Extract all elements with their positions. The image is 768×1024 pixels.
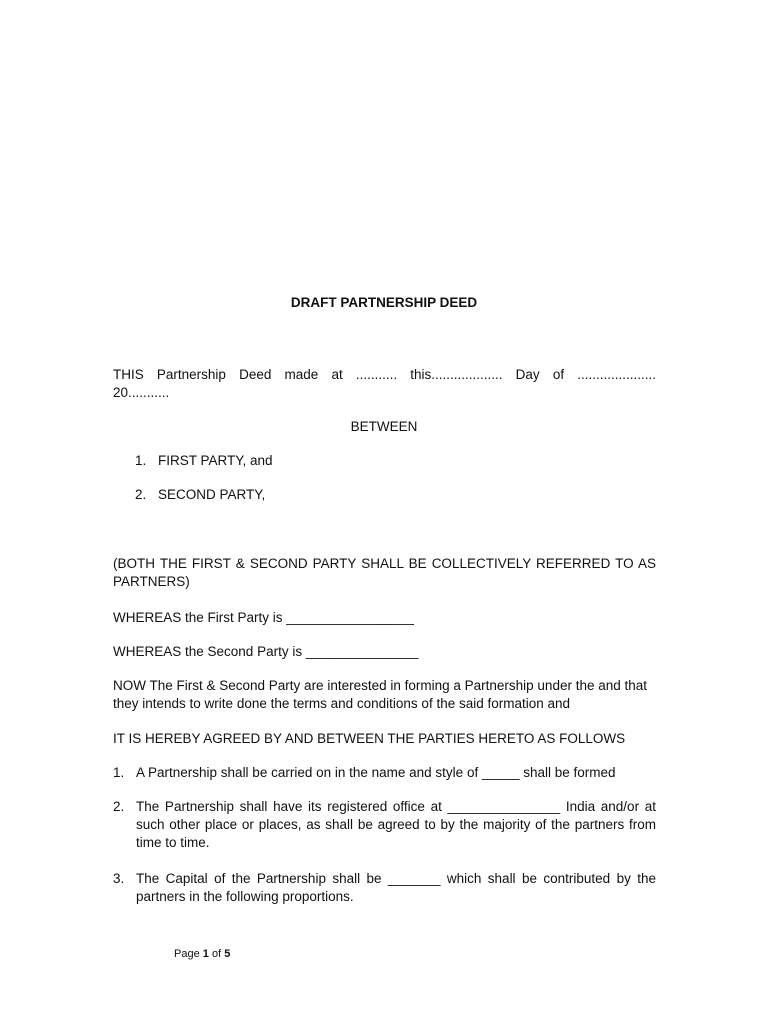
intro-word: Day — [515, 367, 540, 382]
page-label: Page — [174, 948, 200, 960]
clause-text: The Capital of the Partnership shall be _______ which shall be contributed by the partners in the following proportions. — [136, 871, 656, 904]
whereas-second: WHEREAS the Second Party is _______________ — [113, 644, 419, 659]
intro-word: ........... — [355, 367, 398, 382]
intro-word: Deed — [239, 367, 272, 382]
intro-word: Partnership — [156, 367, 226, 382]
intro-word: ..................... — [577, 367, 656, 382]
party-item-first — [135, 452, 273, 470]
list-number: 1. — [135, 453, 147, 468]
intro-year: 20........... — [113, 385, 170, 400]
clause-1 — [113, 764, 656, 782]
clause-3 — [113, 870, 656, 906]
intro-word: THIS — [113, 367, 144, 382]
list-number: 2. — [113, 799, 125, 814]
current-page-number: 1 — [202, 948, 209, 960]
of-label: of — [211, 948, 222, 960]
clause-2 — [113, 798, 656, 852]
whereas-first: WHEREAS the First Party is _________________ — [113, 610, 414, 625]
party-text: SECOND PARTY, — [158, 487, 266, 502]
intro-word: of — [552, 367, 565, 382]
between-heading: BETWEEN — [350, 419, 418, 434]
document-title: DRAFT PARTNERSHIP DEED — [290, 295, 478, 310]
agreed-heading: IT IS HEREBY AGREED BY AND BETWEEN THE PARTIES HERETO AS FOLLOWS — [113, 731, 626, 746]
intro-line — [113, 366, 656, 384]
clause-text: The Partnership shall have its registered office at _______________ India and/or at such other place or places, as shall be agreed to by the majority of the partners from time to time. — [136, 799, 656, 850]
list-number: 1. — [113, 765, 125, 780]
page-footer — [174, 945, 230, 963]
total-pages-number: 5 — [224, 948, 231, 960]
intro-word: this................... — [410, 367, 503, 382]
list-number: 3. — [113, 871, 125, 886]
intro-word: at — [331, 367, 343, 382]
collective-note: (BOTH THE FIRST & SECOND PARTY SHALL BE COLLECTIVELY REFERRED TO AS PARTNERS) — [113, 556, 656, 589]
party-item-second — [135, 486, 265, 504]
intro-word: made — [284, 367, 319, 382]
list-number: 2. — [135, 487, 147, 502]
clause-text: A Partnership shall be carried on in the name and style of _____ shall be formed — [136, 765, 616, 780]
now-paragraph: NOW The First & Second Party are interested in forming a Partnership under the and that they intends to write done the terms and conditions of the said formation and — [113, 678, 648, 711]
party-text: FIRST PARTY, and — [158, 453, 273, 468]
